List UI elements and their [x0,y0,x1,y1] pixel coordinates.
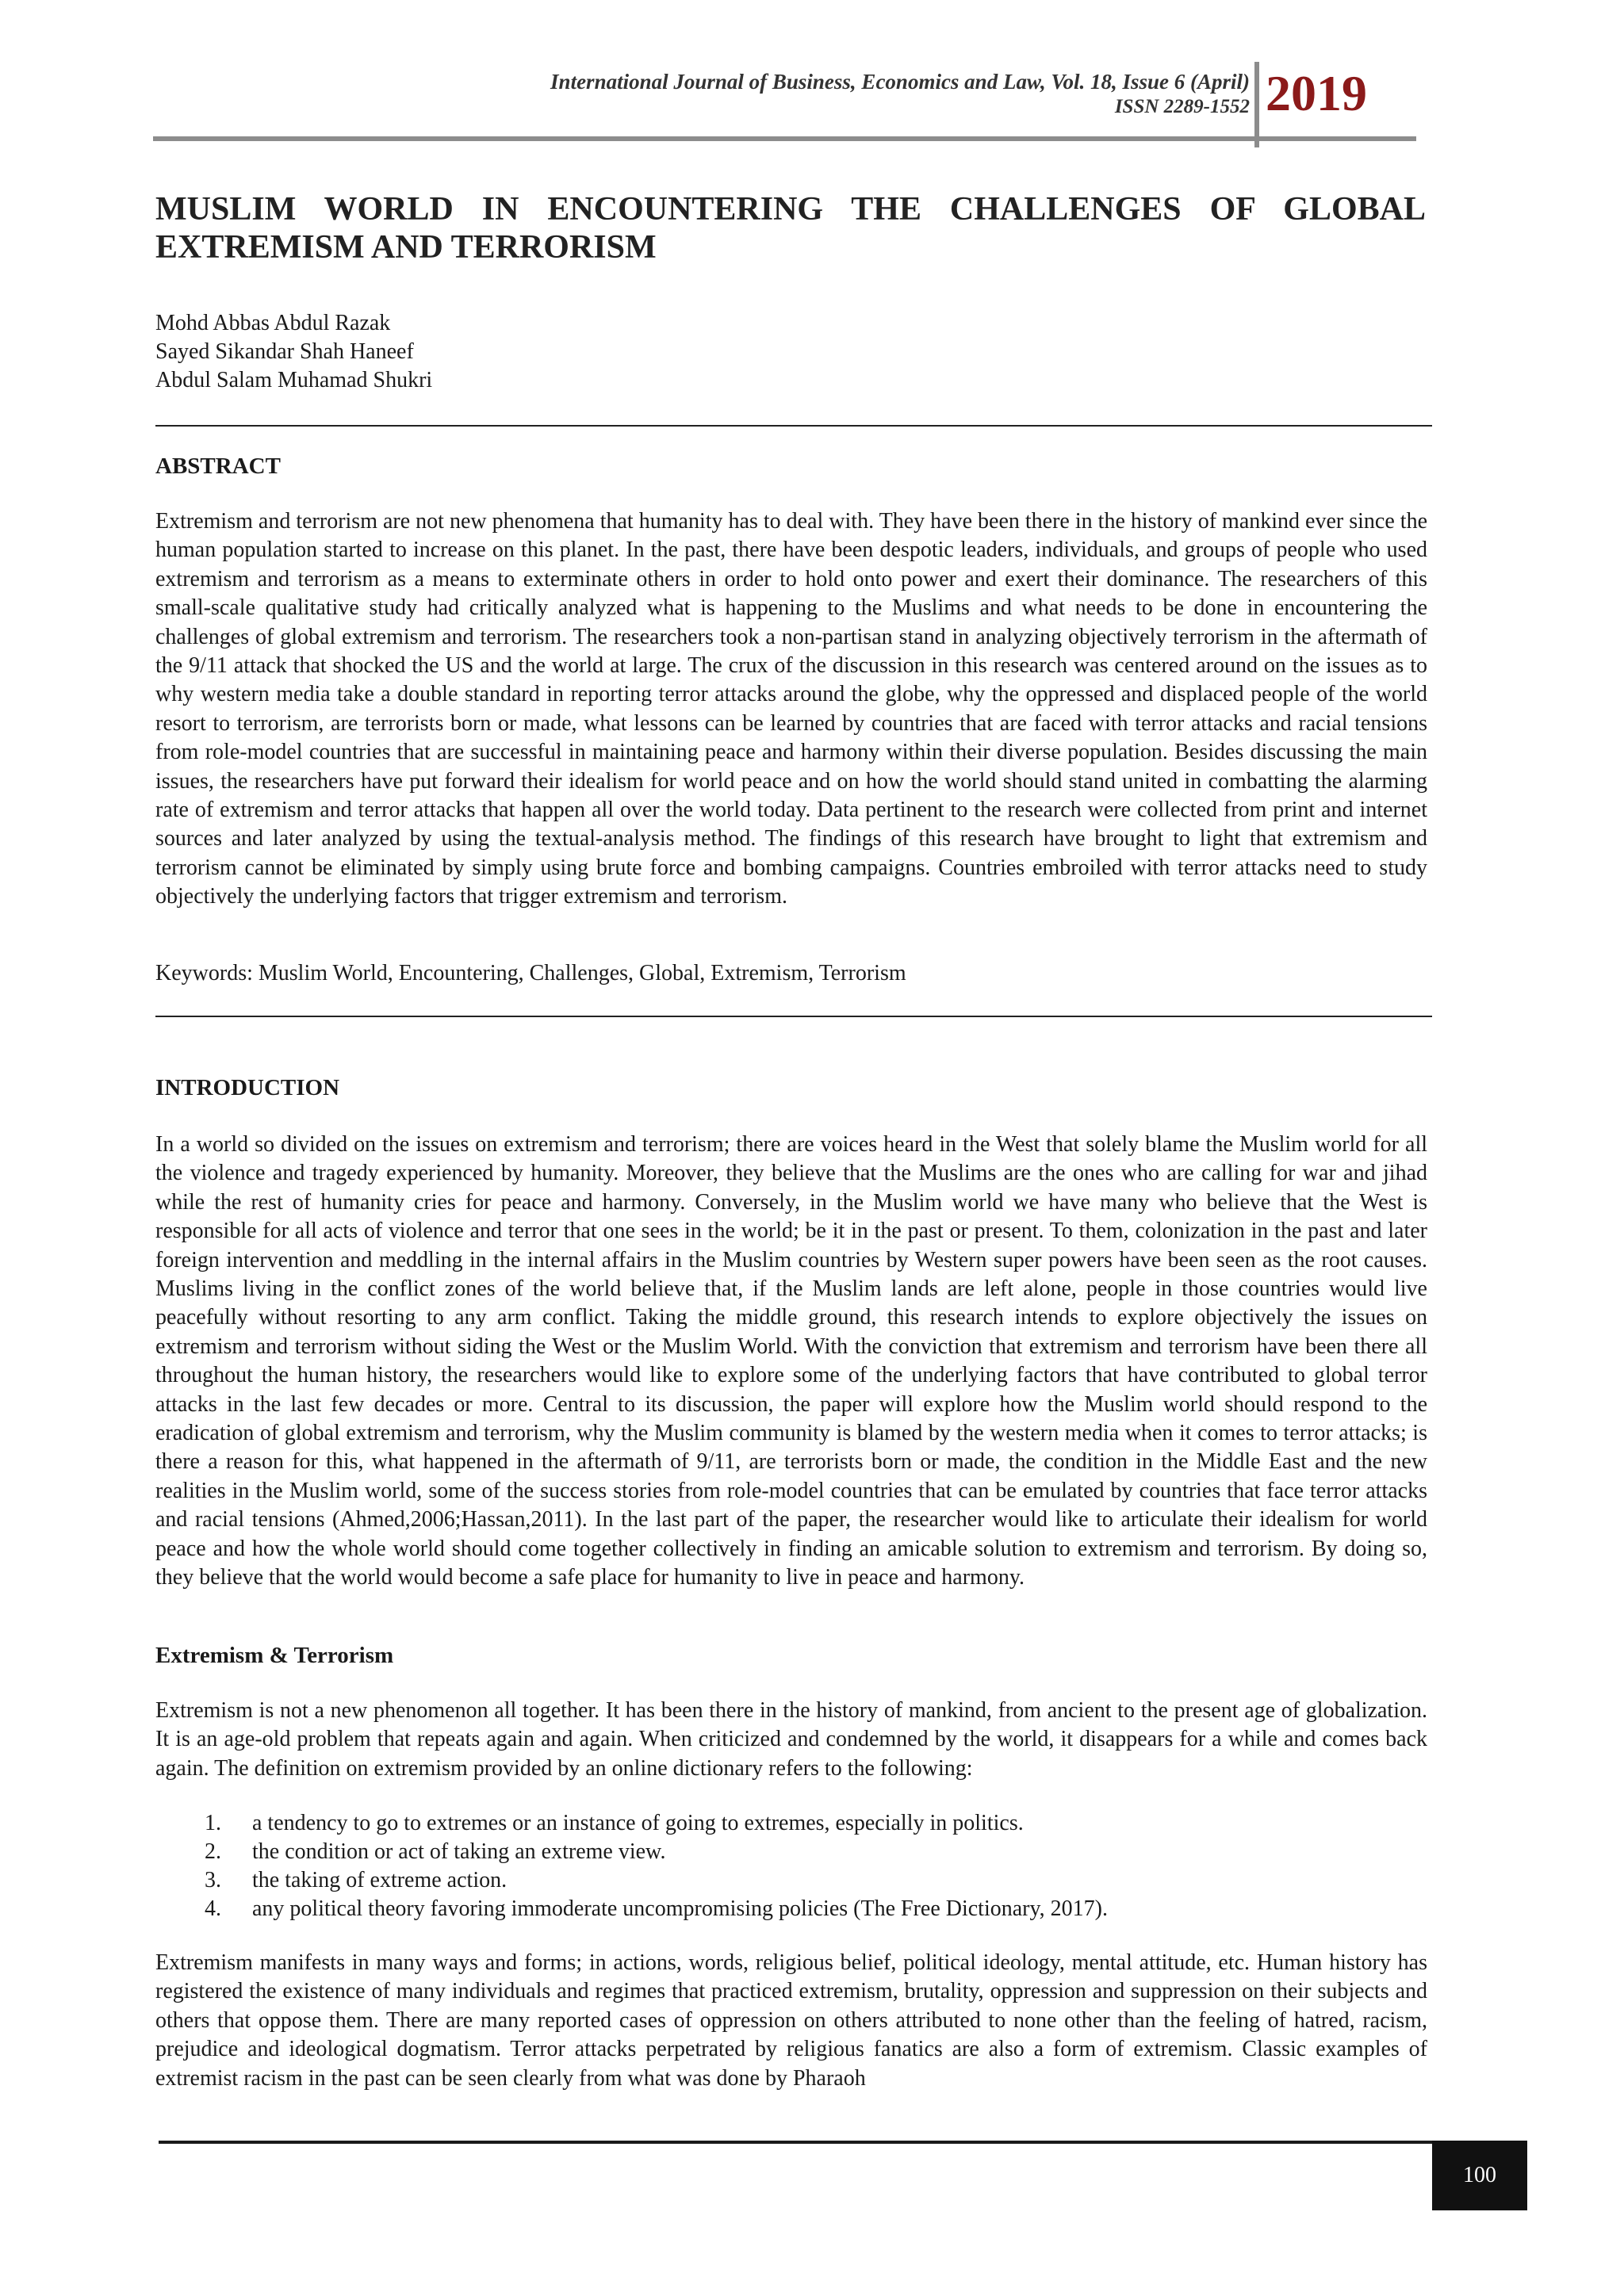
list-item-text: the taking of extreme action. [252,1868,508,1892]
introduction-text: In a world so divided on the issues on extremism and terrorism; there are voices heard in the West that solely blame the Muslim world for all the violence and tragedy experienced by humanity. Moreover, they believe that the Muslims are the ones who are calling for war and jihad while the rest of humanity cries for peace and harmony. Conversely, in the Muslim world we have many who believe that the West is responsible for all acts of violence and terror that one sees in the world; be it in the past or present. To them, colonization in the past and later foreign intervention and meddling in the internal affairs in the Muslim countries by Western super powers have been seen as the root causes. Muslims living in the conflict zones of the world believe that, if the Muslim lands are left alone, people in those countries would live peacefully without resorting to any arm conflict. Taking the middle ground, this research intends to explore objectively the issues on extremism and terrorism without siding the West or the Muslim World. With the conviction that extremism and terrorism have been there all throughout the human history, the researchers would like to explore some of the underlying factors that have contributed to global terror attacks in the last few decades or more. Central to its discussion, the paper will explore how the Muslim world should respond to the eradication of global extremism and terrorism, why the Muslim community is blamed by the western media when it comes to terror attacks; is there a reason for this, what happened in the aftermath of 9/11, are terrorists born or made, the condition in the Middle East and the new realities in the Muslim world, some of the success stories from role-model countries that can be emulated by countries that face terror attacks and racial tensions (Ahmed,2006;Hassan,2011). In the last part of the paper, the researcher would like to articulate their idealism for world peace and how the whole world should come together collectively in finding an amicable solution to extremism and terrorism. By doing so, they believe that the world would become a safe place for humanity to live in peace and harmony. [155,1132,1427,1590]
list-number: 1. [205,1811,221,1835]
footer-rule [159,2141,1434,2144]
header-horizontal-divider [153,136,1416,141]
header-vertical-divider [1254,62,1259,147]
section-paragraph: Extremism manifests in many ways and forms; in actions, words, religious belief, political ideology, mental attitude, etc. Human history has registered the existence of many individuals and regimes that practiced extremism, brutality, oppression and suppression on their subjects and others that oppose them. There are many reported cases of oppression on others attributed to none other than the feeling of hatred, racism, prejudice and ideological dogmatism. Terror attacks perpetrated by religious fanatics are also a form of extremism. Classic examples of extremist racism in the past can be seen clearly from what was done by Pharaoh [155,1950,1427,2091]
year-label: 2019 [1266,65,1367,121]
author-name: Sayed Sikandar Shah Haneef [155,339,414,364]
section-paragraph: Extremism is not a new phenomenon all together. It has been there in the history of mankind, from ancient to the present age of globalization. It is an age-old problem that repeats again and again. When criticized and condemned by the world, it disappears for a while and comes back again. The definition on extremism provided by an online dictionary refers to the following: [155,1698,1427,1781]
divider-rule [155,425,1432,427]
list-number: 3. [205,1868,221,1892]
author-name: Abdul Salam Muhamad Shukri [155,368,433,392]
keywords: Keywords: Muslim World, Encountering, Challenges, Global, Extremism, Terrorism [155,961,906,985]
divider-rule [155,1016,1432,1017]
abstract-text: Extremism and terrorism are not new phenomena that humanity has to deal with. They have been there in the history of mankind ever since the human population started to increase on this planet. In the past, there have been despotic leaders, individuals, and groups of people who used extremism and terrorism as a means to exterminate others in order to hold onto power and exert their dominance. The researchers of this small-scale qualitative study had critically analyzed what is happening to the Muslims and what needs to be done in encountering the challenges of global extremism and terrorism. The researchers took a non-partisan stand in analyzing objectively terrorism in the aftermath of the 9/11 attack that shocked the US and the world at large. The crux of the discussion in this research was centered around on the issues as to why western media take a double standard in reporting terror attacks around the globe, why the oppressed and displaced people of the world resort to terrorism, are terrorists born or made, what lessons can be learned by countries that are faced with terror attacks and racial tensions from role-model countries that are successful in maintaining peace and harmony within their diverse population. Besides discussing the main issues, the researchers have put forward their idealism for world peace and on how the world should stand united in combatting the alarming rate of extremism and terror attacks that happen all over the world today. Data pertinent to the research were collected from print and internet sources and later analyzed by using the textual-analysis method. The findings of this research have brought to light that extremism and terrorism cannot be eliminated by simply using brute force and bombing campaigns. Countries embroiled with terror attacks need to study objectively the underlying factors that trigger extremism and terrorism. [155,509,1427,909]
list-item-text: the condition or act of taking an extreme view. [252,1839,666,1864]
list-item-text: a tendency to go to extremes or an instance of going to extremes, especially in politics. [252,1811,1024,1835]
list-item [198,1838,1427,1866]
list-item [198,1866,1427,1895]
issn: ISSN 2289-1552 [1114,96,1250,117]
author-list [155,309,790,395]
list-number: 2. [205,1839,221,1864]
paper-title: MUSLIM WORLD IN ENCOUNTERING THE CHALLENGES OF GLOBAL EXTREMISM AND TERRORISM [155,191,1426,266]
introduction-heading: INTRODUCTION [155,1075,340,1100]
journal-name: International Journal of Business, Economics and Law, Vol. 18, Issue 6 (April) [550,70,1250,94]
list-number: 4. [205,1896,221,1921]
author-name: Mohd Abbas Abdul Razak [155,311,391,335]
page-number: 100 [1432,2141,1527,2210]
definition-list [198,1809,1427,1923]
section-heading: Extremism & Terrorism [155,1643,394,1668]
list-item [198,1895,1427,1923]
abstract-heading: ABSTRACT [155,453,281,479]
list-item [198,1809,1427,1838]
list-item-text: any political theory favoring immoderate uncompromising policies (The Free Dictionary, 2017). [252,1896,1108,1921]
